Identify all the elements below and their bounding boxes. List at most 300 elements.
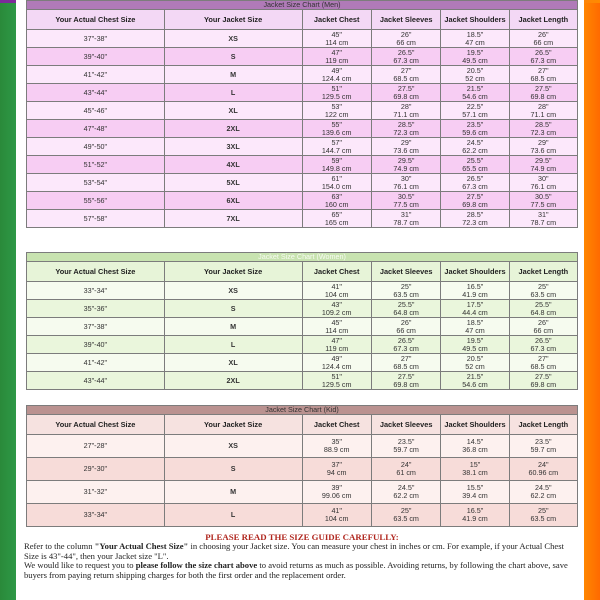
value-inches: 19.5" [466,335,484,345]
jacket-size-cell: XS [164,282,302,300]
value-inches: 53" [331,101,342,111]
jacket-chest-cell [302,120,371,138]
value-cm: 76.1 cm [393,181,419,191]
value-cm: 69.8 cm [462,199,488,209]
jacket-length-cell [509,84,577,102]
jacket-length-cell [509,66,577,84]
jacket-sleeves-cell [371,156,440,174]
jacket-shoulders-cell [441,84,509,102]
value-inches: 29" [538,137,549,147]
guide-text: in choosing your Jacket size. You can measure your chest in inches or cm. For example, if your Actual Chest Size is 43"-44", then your Jacket size "L". [24,541,564,561]
value-cm: 62.2 cm [393,491,419,500]
value-cm: 47 cm [465,37,485,47]
value-cm: 63.5 cm [393,289,419,299]
jacket-size-cell: XL [164,102,302,120]
header-jacket-chest: Jacket Chest [302,10,371,30]
jacket-length-cell [509,138,577,156]
jacket-length-cell [509,174,577,192]
value-inches: 25" [538,506,549,515]
jacket-shoulders-cell [441,102,509,120]
jacket-size-cell: 4XL [164,156,302,174]
value-cm: 66 cm [533,37,554,47]
value-cm: 72.3 cm [530,127,557,137]
jacket-shoulders-cell [441,300,509,318]
value-inches: 23.5" [466,119,484,129]
value-inches: 25.5" [535,299,552,309]
value-inches: 24.5" [397,483,415,492]
value-inches: 26" [400,317,412,327]
table-row [27,372,578,390]
value-cm: 77.5 cm [393,199,419,209]
jacket-chest-cell [302,84,371,102]
jacket-size-cell: 2XL [164,120,302,138]
value-inches: 14.5" [466,437,484,446]
value-inches: 24" [538,460,549,469]
value-cm: 68.5 cm [530,73,557,83]
actual-chest-cell: 37"-38" [27,318,165,336]
men-size-table [26,0,578,228]
value-cm: 73.6 cm [393,145,419,155]
jacket-size-cell: S [164,300,302,318]
table-row [27,282,578,300]
jacket-sleeves-cell [371,174,440,192]
value-cm: 104 cm [324,514,349,523]
value-cm: 44.4 cm [462,307,488,317]
value-inches: 15.5" [466,483,484,492]
jacket-shoulders-cell [441,458,509,481]
header-jacket-shoulders: Jacket Shoulders [441,10,509,30]
value-inches: 29.5" [535,155,552,165]
table-row [27,210,578,228]
value-inches: 63" [331,191,342,201]
value-inches: 30.5" [397,191,415,201]
actual-chest-cell: 43"-44" [27,372,165,390]
jacket-size-cell: M [164,66,302,84]
jacket-sleeves-cell [371,354,440,372]
value-cm: 88.9 cm [323,445,350,454]
value-inches: 51" [331,371,342,381]
value-cm: 114 cm [325,325,349,335]
value-cm: 69.8 cm [393,379,419,389]
value-inches: 28.5" [397,119,415,129]
value-inches: 30" [400,173,412,183]
value-cm: 78.7 cm [530,217,557,227]
jacket-chest-cell [302,336,371,354]
table-row [27,300,578,318]
table-row [27,435,578,458]
value-inches: 31" [538,209,549,219]
actual-chest-cell: 43"-44" [27,84,165,102]
value-inches: 15" [469,460,481,469]
jacket-sleeves-cell [371,318,440,336]
value-inches: 30.5" [535,191,552,201]
value-inches: 26.5" [397,335,415,345]
jacket-length-cell [509,354,577,372]
value-cm: 61 cm [396,468,416,477]
jacket-chest-cell [302,435,371,458]
jacket-shoulders-cell [441,192,509,210]
value-inches: 18.5" [466,317,484,327]
value-inches: 28" [538,101,549,111]
value-inches: 17.5" [466,299,484,309]
value-cm: 74.9 cm [530,163,557,173]
value-cm: 64.8 cm [393,307,419,317]
jacket-sleeves-cell [371,458,440,481]
jacket-length-cell [509,481,577,504]
value-inches: 25" [400,506,412,515]
value-inches: 28.5" [535,119,552,129]
jacket-shoulders-cell [441,156,509,174]
jacket-shoulders-cell [441,66,509,84]
actual-chest-cell: 55"-56" [27,192,165,210]
jacket-shoulders-cell [441,504,509,527]
value-cm: 67.3 cm [530,55,557,65]
jacket-length-cell [509,120,577,138]
header-jacket-length: Jacket Length [509,415,577,435]
jacket-shoulders-cell [441,30,509,48]
value-inches: 29.5" [397,155,415,165]
value-cm: 64.8 cm [530,307,557,317]
jacket-shoulders-cell [441,210,509,228]
jacket-chest-cell [302,504,371,527]
value-inches: 24" [400,460,412,469]
jacket-shoulders-cell [441,435,509,458]
jacket-chest-cell [302,102,371,120]
value-inches: 27.5" [535,83,552,93]
header-jacket-shoulders: Jacket Shoulders [441,262,509,282]
table-row [27,30,578,48]
value-inches: 16.5" [466,506,484,515]
value-cm: 67.3 cm [530,343,557,353]
value-cm: 68.5 cm [530,361,557,371]
value-inches: 25" [538,281,549,291]
jacket-length-cell [509,318,577,336]
jacket-length-cell [509,336,577,354]
jacket-shoulders-cell [441,120,509,138]
jacket-shoulders-cell [441,48,509,66]
value-cm: 129.5 cm [321,91,352,101]
value-cm: 36.8 cm [462,445,488,454]
value-cm: 38.1 cm [462,468,488,477]
jacket-sleeves-cell [371,138,440,156]
header-jacket-size: Your Jacket Size [164,415,302,435]
value-inches: 25.5" [466,155,484,165]
size-chart-sheet [16,0,584,600]
table-row [27,102,578,120]
actual-chest-cell: 45"-46" [27,102,165,120]
jacket-size-cell: M [164,481,302,504]
actual-chest-cell: 41"-42" [27,354,165,372]
header-jacket-length: Jacket Length [509,262,577,282]
jacket-chest-cell [302,300,371,318]
value-cm: 59.7 cm [393,445,419,454]
value-cm: 124.4 cm [321,73,352,83]
value-inches: 47" [331,335,342,345]
value-cm: 122 cm [324,109,349,119]
jacket-sleeves-cell [371,210,440,228]
value-inches: 41" [331,506,342,515]
table-row [27,192,578,210]
actual-chest-cell: 57"-58" [27,210,165,228]
jacket-chest-cell [302,192,371,210]
value-cm: 99.06 cm [321,491,352,500]
value-cm: 72.3 cm [393,127,419,137]
actual-chest-cell: 29"-30" [27,458,165,481]
value-inches: 49" [331,353,342,363]
actual-chest-cell: 53"-54" [27,174,165,192]
jacket-chest-cell [302,138,371,156]
actual-chest-cell: 47"-48" [27,120,165,138]
jacket-sleeves-cell [371,30,440,48]
jacket-sleeves-cell [371,300,440,318]
jacket-sleeves-cell [371,336,440,354]
value-inches: 26.5" [397,47,415,57]
jacket-length-cell [509,435,577,458]
value-cm: 72.3 cm [462,217,488,227]
size-guide-paragraph-2 [24,561,580,580]
value-inches: 18.5" [466,29,484,39]
value-inches: 27" [400,65,412,75]
value-inches: 26.5" [466,173,484,183]
value-cm: 67.3 cm [393,55,419,65]
value-inches: 27.5" [466,191,484,201]
value-cm: 39.4 cm [462,491,488,500]
table-row [27,504,578,527]
jacket-size-cell: 6XL [164,192,302,210]
guide-emphasis: please follow the size chart above [135,560,258,571]
value-cm: 54.6 cm [462,379,488,389]
value-inches: 59" [331,155,342,165]
jacket-size-cell: XS [164,30,302,48]
value-inches: 47" [331,47,342,57]
jacket-sleeves-cell [371,102,440,120]
value-inches: 26" [538,317,549,327]
value-cm: 71.1 cm [530,109,557,119]
actual-chest-cell: 31"-32" [27,481,165,504]
value-inches: 26.5" [535,47,552,57]
value-inches: 20.5" [466,65,484,75]
value-inches: 27" [400,353,412,363]
jacket-length-cell [509,210,577,228]
header-actual-chest: Your Actual Chest Size [27,10,165,30]
value-inches: 49" [331,65,342,75]
value-cm: 76.1 cm [530,181,557,191]
header-jacket-chest: Jacket Chest [302,262,371,282]
table-row [27,481,578,504]
value-inches: 26.5" [535,335,552,345]
header-actual-chest: Your Actual Chest Size [27,415,165,435]
guide-emphasis: "Your Actual Chest Size" [94,541,189,552]
value-cm: 144.7 cm [321,145,352,155]
actual-chest-cell: 27"-28" [27,435,165,458]
table-row [27,66,578,84]
value-cm: 149.8 cm [321,163,352,173]
value-cm: 62.2 cm [530,491,557,500]
value-inches: 27.5" [397,83,415,93]
value-cm: 54.6 cm [462,91,488,101]
value-inches: 65" [331,209,342,219]
table-row [27,138,578,156]
value-cm: 114 cm [325,37,349,47]
actual-chest-cell: 37"-38" [27,30,165,48]
actual-chest-cell: 33"-34" [27,282,165,300]
value-cm: 104 cm [324,289,349,299]
table-row [27,120,578,138]
value-cm: 74.9 cm [393,163,419,173]
jacket-sleeves-cell [371,435,440,458]
value-inches: 41" [331,281,342,291]
jacket-sleeves-cell [371,372,440,390]
jacket-shoulders-cell [441,282,509,300]
value-cm: 78.7 cm [393,217,419,227]
value-cm: 62.2 cm [462,145,488,155]
value-inches: 45" [331,317,342,327]
value-inches: 25.5" [397,299,415,309]
value-inches: 57" [331,137,342,147]
jacket-chest-cell [302,458,371,481]
value-inches: 23.5" [397,437,415,446]
header-jacket-size: Your Jacket Size [164,262,302,282]
jacket-shoulders-cell [441,174,509,192]
jacket-shoulders-cell [441,138,509,156]
jacket-length-cell [509,30,577,48]
header-actual-chest: Your Actual Chest Size [27,262,165,282]
value-cm: 49.5 cm [462,55,488,65]
value-cm: 63.5 cm [530,514,557,523]
kid-table-title: Jacket Size Chart (Kid) [27,406,578,415]
value-inches: 29" [400,137,412,147]
table-row [27,336,578,354]
value-inches: 25" [400,281,412,291]
value-inches: 24.5" [466,137,484,147]
guide-text: Refer to the column [24,541,95,552]
value-inches: 23.5" [535,437,552,446]
jacket-length-cell [509,48,577,66]
value-cm: 47 cm [465,325,485,335]
jacket-length-cell [509,300,577,318]
jacket-chest-cell [302,354,371,372]
value-cm: 66 cm [533,325,554,335]
jacket-size-cell: 5XL [164,174,302,192]
jacket-chest-cell [302,372,371,390]
jacket-size-cell: L [164,504,302,527]
value-cm: 71.1 cm [393,109,419,119]
value-cm: 59.7 cm [530,445,557,454]
value-inches: 27.5" [397,371,415,381]
jacket-size-cell: 7XL [164,210,302,228]
jacket-shoulders-cell [441,372,509,390]
value-inches: 19.5" [466,47,484,57]
value-cm: 63.5 cm [530,289,557,299]
size-guide-title: PLEASE READ THE SIZE GUIDE CAREFULLY: [205,532,399,542]
value-inches: 21.5" [466,371,484,381]
jacket-chest-cell [302,481,371,504]
value-inches: 26" [538,29,549,39]
value-cm: 129.5 cm [321,379,352,389]
jacket-size-cell: L [164,84,302,102]
actual-chest-cell: 39"-40" [27,48,165,66]
value-cm: 160 cm [324,199,349,209]
jacket-chest-cell [302,210,371,228]
jacket-size-cell: XS [164,435,302,458]
jacket-chest-cell [302,174,371,192]
value-inches: 39" [331,483,342,492]
value-cm: 52 cm [465,361,485,371]
kid-size-table [26,405,578,527]
value-cm: 68.5 cm [393,73,419,83]
jacket-length-cell [509,192,577,210]
size-guide-paragraph-1 [24,542,580,561]
value-inches: 22.5" [466,101,484,111]
jacket-length-cell [509,372,577,390]
header-jacket-sleeves: Jacket Sleeves [371,415,440,435]
jacket-size-cell: S [164,48,302,66]
table-row [27,458,578,481]
value-inches: 26" [400,29,412,39]
table-row [27,318,578,336]
value-cm: 124.4 cm [321,361,352,371]
jacket-sleeves-cell [371,504,440,527]
value-cm: 69.8 cm [530,379,557,389]
jacket-length-cell [509,458,577,481]
jacket-sleeves-cell [371,192,440,210]
value-cm: 69.8 cm [393,91,419,101]
value-inches: 51" [331,83,342,93]
jacket-length-cell [509,504,577,527]
value-inches: 21.5" [466,83,484,93]
value-inches: 28.5" [466,209,484,219]
jacket-sleeves-cell [371,84,440,102]
value-cm: 60.96 cm [528,468,559,477]
jacket-size-cell: 3XL [164,138,302,156]
value-cm: 67.3 cm [393,343,419,353]
value-cm: 69.8 cm [530,91,557,101]
value-cm: 57.1 cm [462,109,488,119]
jacket-chest-cell [302,48,371,66]
value-inches: 61" [331,173,342,183]
value-cm: 52 cm [465,73,485,83]
value-cm: 165 cm [324,217,349,227]
table-row [27,48,578,66]
jacket-size-cell: XL [164,354,302,372]
guide-text: We would like to request you to [24,560,136,571]
jacket-chest-cell [302,282,371,300]
jacket-shoulders-cell [441,336,509,354]
table-row [27,354,578,372]
value-cm: 154.0 cm [321,181,352,191]
value-inches: 55" [331,119,342,129]
jacket-chest-cell [302,66,371,84]
actual-chest-cell: 41"-42" [27,66,165,84]
header-jacket-shoulders: Jacket Shoulders [441,415,509,435]
jacket-size-cell: 2XL [164,372,302,390]
value-inches: 20.5" [466,353,484,363]
value-inches: 35" [331,437,342,446]
header-jacket-sleeves: Jacket Sleeves [371,262,440,282]
actual-chest-cell: 51"-52" [27,156,165,174]
value-inches: 28" [400,101,412,111]
jacket-length-cell [509,156,577,174]
value-cm: 65.5 cm [462,163,488,173]
header-jacket-sleeves: Jacket Sleeves [371,10,440,30]
jacket-chest-cell [302,318,371,336]
jacket-length-cell [509,282,577,300]
jacket-size-cell: S [164,458,302,481]
value-inches: 27.5" [535,371,552,381]
jacket-shoulders-cell [441,318,509,336]
value-cm: 94 cm [326,468,347,477]
value-cm: 119 cm [325,55,349,65]
